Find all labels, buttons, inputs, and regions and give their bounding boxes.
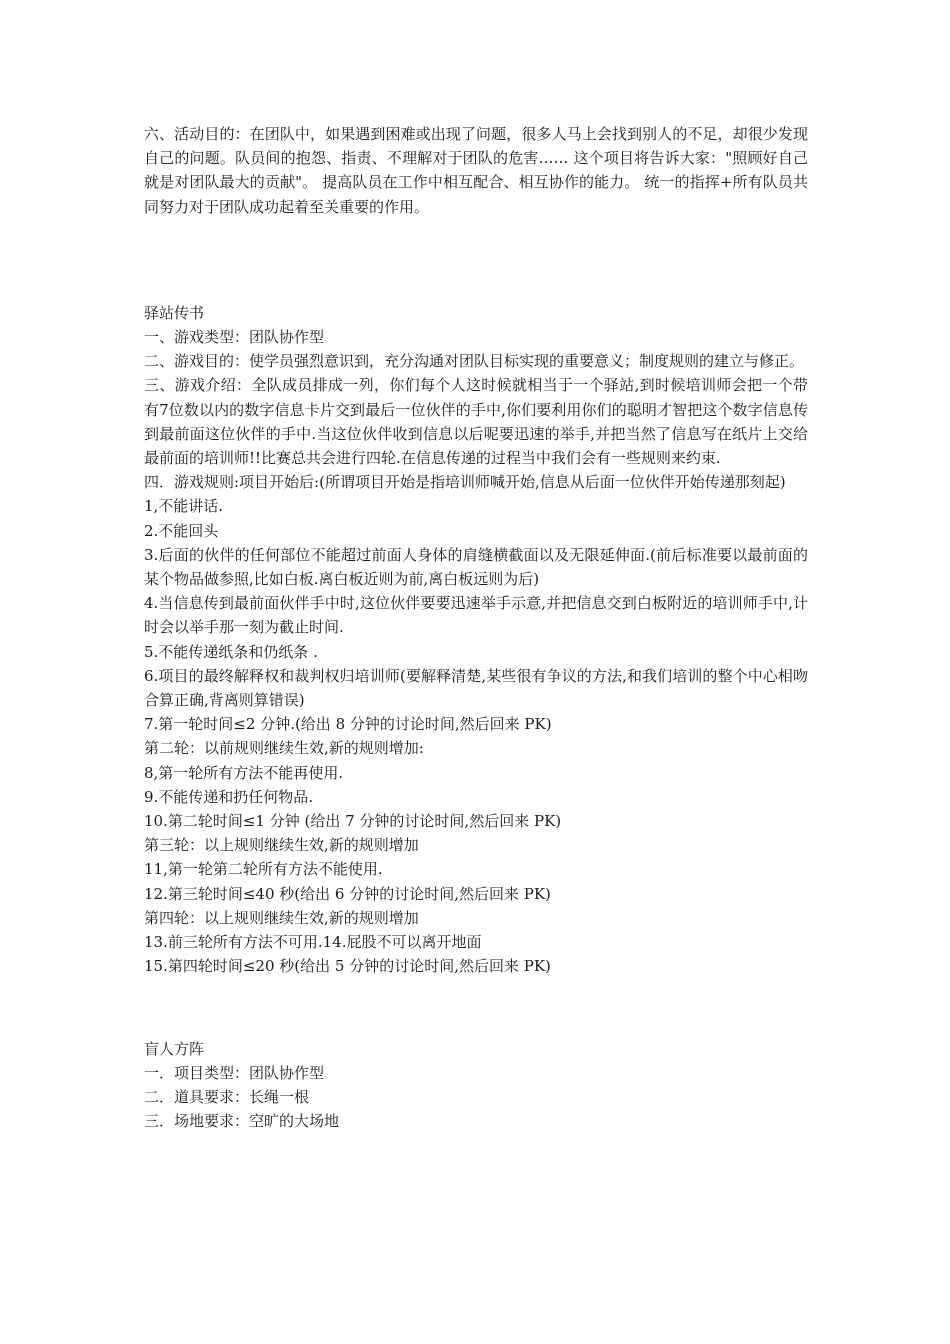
relay-rule-line: 3.后面的伙伴的任何部位不能超过前面人身体的肩缝横截面以及无限延伸面.(前后标准要以最前面的某个物品做参照,比如白板.离白板近则为前,离白板远则为后) (144, 545, 808, 589)
relay-round-header: 第二轮：以前规则继续生效,新的规则增加: (144, 739, 424, 758)
spacer (144, 219, 808, 301)
blind-item-line: 三．场地要求：空旷的大场地 (144, 1112, 340, 1131)
relay-game-intro: 三、游戏介绍：全队成员排成一列，你们每个人这时候就相当于一个驿站,到时候培训师会把一个带有7位数以内的数字信息卡片交到最后一位伙伴的手中,你们要利用你们的聪明才智把这个数字信息传到最前面这位伙伴的手中.当这位伙伴收到信息以后呢要迅速的举手,并把当然了信息写在纸片上交给最前面的培训师!!比赛总共会进行四轮.在信息传递的过程当中我们会有一些规则来约束. (144, 376, 808, 468)
blind-section-title: 盲人方阵 (144, 1039, 205, 1058)
activity-purpose-paragraph: 六、活动目的：在团队中，如果遇到困难或出现了问题，很多人马上会找到别人的不足，却很少发现自己的问题。队员间的抱怨、指责、不理解对于团队的危害…… 这个项目将告诉大家："照顾好自己就是对团队最大的贡献"。 提高队员在工作中相互配合、相互协作的能力。 统一的指挥+所有队员共同努力对于团队成功起着至关重要的作用。 (144, 125, 808, 216)
relay-rule-line: 4.当信息传到最前面伙伴手中时,这位伙伴要要迅速举手示意,并把信息交到白板附近的培训师手中,计时会以举手那一刻为截止时间. (144, 594, 808, 637)
relay-rule-line: 6.项目的最终解释权和裁判权归培训师(要解释清楚,某些很有争议的方法,和我们培训的整个中心相吻合算正确,背离则算错误) (144, 666, 808, 710)
relay-rule-line: 12.第三轮时间≤40 秒(给出 6 分钟的讨论时间,然后回来 PK) (144, 884, 551, 903)
relay-rule-line: 13.前三轮所有方法不可用.14.屁股不可以离开地面 (144, 933, 482, 952)
document-body (144, 122, 808, 1133)
relay-rule-line: 9.不能传递和扔任何物品. (144, 787, 314, 806)
relay-game-type: 一、游戏类型：团队协作型 (144, 328, 325, 347)
relay-game-goal: 二、游戏目的：使学员强烈意识到，充分沟通对团队目标实现的重要意义；制度规则的建立与修正。 (144, 352, 805, 371)
relay-rule-line: 11,第一轮第二轮所有方法不能使用. (144, 860, 383, 879)
blind-item-line: 一．项目类型：团队协作型 (144, 1063, 325, 1082)
relay-rules-header: 四．游戏规则:项目开始后:(所谓项目开始是指培训师喊开始,信息从后面一位伙伴开始传递那刻起) (144, 473, 786, 492)
relay-round-header: 第三轮：以上规则继续生效,新的规则增加 (144, 836, 419, 855)
relay-rule-line: 7.第一轮时间≤2 分钟.(给出 8 分钟的讨论时间,然后回来 PK) (144, 715, 552, 734)
spacer (144, 979, 808, 1037)
relay-rule-line: 1,不能讲话. (144, 497, 224, 516)
relay-section-title: 驿站传书 (144, 303, 205, 322)
relay-rule-line: 8,第一轮所有方法不能再使用. (144, 763, 344, 782)
relay-rule-line: 10.第二轮时间≤1 分钟 (给出 7 分钟的讨论时间,然后回来 PK) (144, 812, 562, 831)
relay-rule-line: 5.不能传递纸条和仍纸条 . (144, 642, 318, 661)
relay-rule-line: 15.第四轮时间≤20 秒(给出 5 分钟的讨论时间,然后回来 PK) (144, 957, 551, 976)
relay-round-header: 第四轮：以上规则继续生效,新的规则增加 (144, 908, 419, 927)
blind-item-line: 二．道具要求：长绳一根 (144, 1087, 310, 1106)
relay-rule-line: 2.不能回头 (144, 521, 219, 540)
